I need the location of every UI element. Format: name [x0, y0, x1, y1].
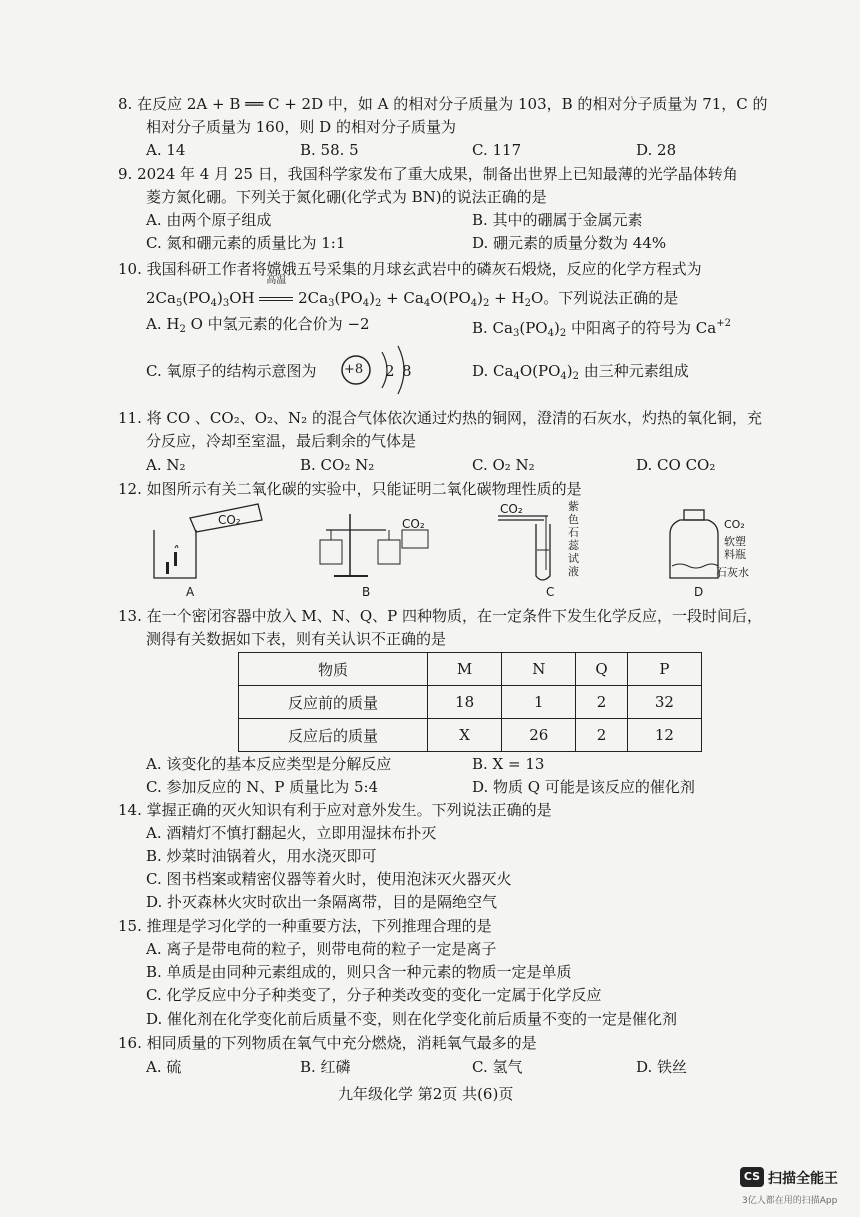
table-cell: 2 — [576, 686, 627, 719]
q15-option-b: B. 单质是由同种元素组成的，则只含一种元素的物质一定是单质 — [146, 963, 572, 981]
table-header-cell: P — [627, 653, 701, 686]
q15-option-d: D. 催化剂在化学变化前后质量不变，则在化学变化前后质量不变的一定是催化剂 — [146, 1010, 678, 1028]
q9-option-a: A. 由两个原子组成 — [146, 211, 272, 229]
q12-stem: 12. 如图所示有关二氧化碳的实验中，只能证明二氧化碳物理性质的是 — [118, 480, 582, 498]
q8-stem-line2: 相对分子质量为 160，则 D 的相对分子质量为 — [146, 118, 456, 136]
table-cell: 32 — [627, 686, 701, 719]
page-footer: 九年级化学 第2页 共(6)页 — [338, 1085, 514, 1103]
q11-stem-line1: 11. 将 CO 、CO₂、O₂、N₂ 的混合气体依次通过灼热的铜网，澄清的石灰水，灼热的氧化铜，充 — [118, 409, 762, 427]
q11-option-b: B. CO₂ N₂ — [300, 456, 375, 474]
q10-option-a: A. $H_2$ O 中氢元素的化合价为 −2 — [146, 315, 370, 335]
q16-option-a: A. 硫 — [146, 1058, 182, 1076]
table-cell: 18 — [428, 686, 502, 719]
q14-option-b: B. 炒菜时油锅着火，用水浇灭即可 — [146, 847, 377, 865]
table-header-cell: Q — [576, 653, 627, 686]
figure-c-litmus-label: 紫色石蕊试液 — [568, 500, 579, 578]
nucleus-charge-label: +8 — [344, 362, 364, 377]
q14-stem: 14. 掌握正确的灭火知识有利于应对意外发生。下列说法正确的是 — [118, 801, 552, 819]
q13-stem-line1: 13. 在一个密闭容器中放入 M、N、Q、P 四种物质，在一定条件下发生化学反应，一段时间后， — [118, 607, 763, 625]
q16-option-c: C. 氢气 — [472, 1058, 523, 1076]
q10-option-d: D. $Ca_4O(PO_4)_2$ 由三种元素组成 — [472, 362, 689, 382]
table-row — [239, 686, 702, 719]
table-cell: X — [428, 719, 502, 752]
q9-option-b: B. 其中的硼属于金属元素 — [472, 211, 643, 229]
q16-option-b: B. 红磷 — [300, 1058, 351, 1076]
q9-stem-line2: 菱方氮化硼。下列关于氮化硼(化学式为 BN)的说法正确的是 — [146, 188, 547, 206]
q9-stem-line1: 9. 2024 年 4 月 25 日，我国科学家发布了重大成果，制备出世界上已知最薄的光学晶体转角 — [118, 165, 738, 183]
q15-stem: 15. 推理是学习化学的一种重要方法，下列推理合理的是 — [118, 917, 492, 935]
q8-stem-line1: 8. 在反应 2A + B ══ C + 2D 中，如 A 的相对分子质量为 103，B 的相对分子质量为 71，C 的 — [118, 95, 768, 113]
shell2-electrons: 8 — [402, 362, 412, 380]
figure-a-candles — [146, 502, 276, 582]
q11-option-a: A. N₂ — [146, 456, 186, 474]
q15-option-a: A. 离子是带电荷的粒子，则带电荷的粒子一定是离子 — [146, 940, 497, 958]
q13-stem-line2: 测得有关数据如下表，则有关认识不正确的是 — [146, 630, 447, 648]
q8-option-c: C. 117 — [472, 141, 522, 159]
q10-option-c: C. 氧原子的结构示意图为 — [146, 362, 317, 380]
q11-stem-line2: 分反应，冷却至室温，最后剩余的气体是 — [146, 432, 417, 450]
q10-eq-tail: 。下列说法正确的是 — [543, 289, 679, 307]
q14-option-c: C. 图书档案或精密仪器等着火时，使用泡沫灭火器灭火 — [146, 870, 512, 888]
scanner-app-name: 扫描全能王 — [768, 1171, 838, 1187]
q11-option-c: C. O₂ N₂ — [472, 456, 535, 474]
figure-d-bottle-label: 软塑料瓶 — [724, 535, 746, 561]
q14-option-d: D. 扑灭森林火灾时砍出一条隔离带，目的是隔绝空气 — [146, 893, 498, 911]
figure-c-label: C — [546, 585, 555, 599]
figure-d-co2-label: CO₂ — [724, 518, 745, 531]
figure-d-limewater-label: 石灰水 — [716, 566, 749, 579]
q13-option-b: B. X = 13 — [472, 755, 545, 773]
table-cell: 26 — [502, 719, 576, 752]
figure-d-label: D — [694, 585, 704, 599]
q13-data-table — [238, 652, 702, 752]
q15-option-c: C. 化学反应中分子种类变了，分子种类改变的变化一定属于化学反应 — [146, 986, 602, 1004]
table-header-cell: M — [428, 653, 502, 686]
table-cell: 12 — [627, 719, 701, 752]
table-cell: 2 — [576, 719, 627, 752]
table-cell: 反应后的质量 — [239, 719, 428, 752]
q10-condition: 高温 — [266, 275, 287, 286]
figure-b-co2-label: CO₂ — [402, 517, 425, 531]
q13-option-d: D. 物质 Q 可能是该反应的催化剂 — [472, 778, 695, 796]
figure-a-label: A — [186, 585, 195, 599]
figure-c-co2-label: CO₂ — [500, 502, 523, 516]
q10-option-b: B. $Ca_3(PO_4)_2$ 中阳离子的符号为 $Ca^{+2}$ — [472, 318, 731, 339]
q16-option-d: D. 铁丝 — [636, 1058, 688, 1076]
q13-option-c: C. 参加反应的 N、P 质量比为 5:4 — [146, 778, 379, 796]
table-cell: 反应前的质量 — [239, 686, 428, 719]
q8-option-a: A. 14 — [146, 141, 186, 159]
figure-b-balance — [316, 510, 446, 582]
q8-option-d: D. 28 — [636, 141, 677, 159]
q13-option-a: A. 该变化的基本反应类型是分解反应 — [146, 755, 392, 773]
figure-b-label: B — [362, 585, 371, 599]
q10-equation: $2Ca_5(PO_4)_3OH$ 高温 $2Ca_3(PO_4)_2 + Ca_4O(PO_4)_2 + H_2O$。下列说法正确的是 — [146, 275, 679, 309]
table-header-cell: 物质 — [239, 653, 428, 686]
q9-option-d: D. 硼元素的质量分数为 44% — [472, 234, 667, 252]
table-row — [239, 719, 702, 752]
scanner-tagline: 3亿人都在用的扫描App — [742, 1196, 838, 1206]
shell1-electrons: 2 — [385, 362, 395, 380]
q9-option-c: C. 氮和硼元素的质量比为 1:1 — [146, 234, 346, 252]
q16-stem: 16. 相同质量的下列物质在氧气中充分燃烧，消耗氧气最多的是 — [118, 1034, 537, 1052]
table-cell: 1 — [502, 686, 576, 719]
table-header-cell: N — [502, 653, 576, 686]
table-header-row — [239, 653, 702, 686]
q14-option-a: A. 酒精灯不慎打翻起火，立即用湿抹布扑灭 — [146, 824, 437, 842]
q10-stem-line1: 10. 我国科研工作者将嫦娥五号采集的月球玄武岩中的磷灰石煅烧，反应的化学方程式为 — [118, 260, 702, 278]
q8-option-b: B. 58. 5 — [300, 141, 359, 159]
scanner-logo-icon: CS — [740, 1167, 764, 1187]
q11-option-d: D. CO CO₂ — [636, 456, 716, 474]
figure-a-co2-label: CO₂ — [218, 513, 241, 527]
